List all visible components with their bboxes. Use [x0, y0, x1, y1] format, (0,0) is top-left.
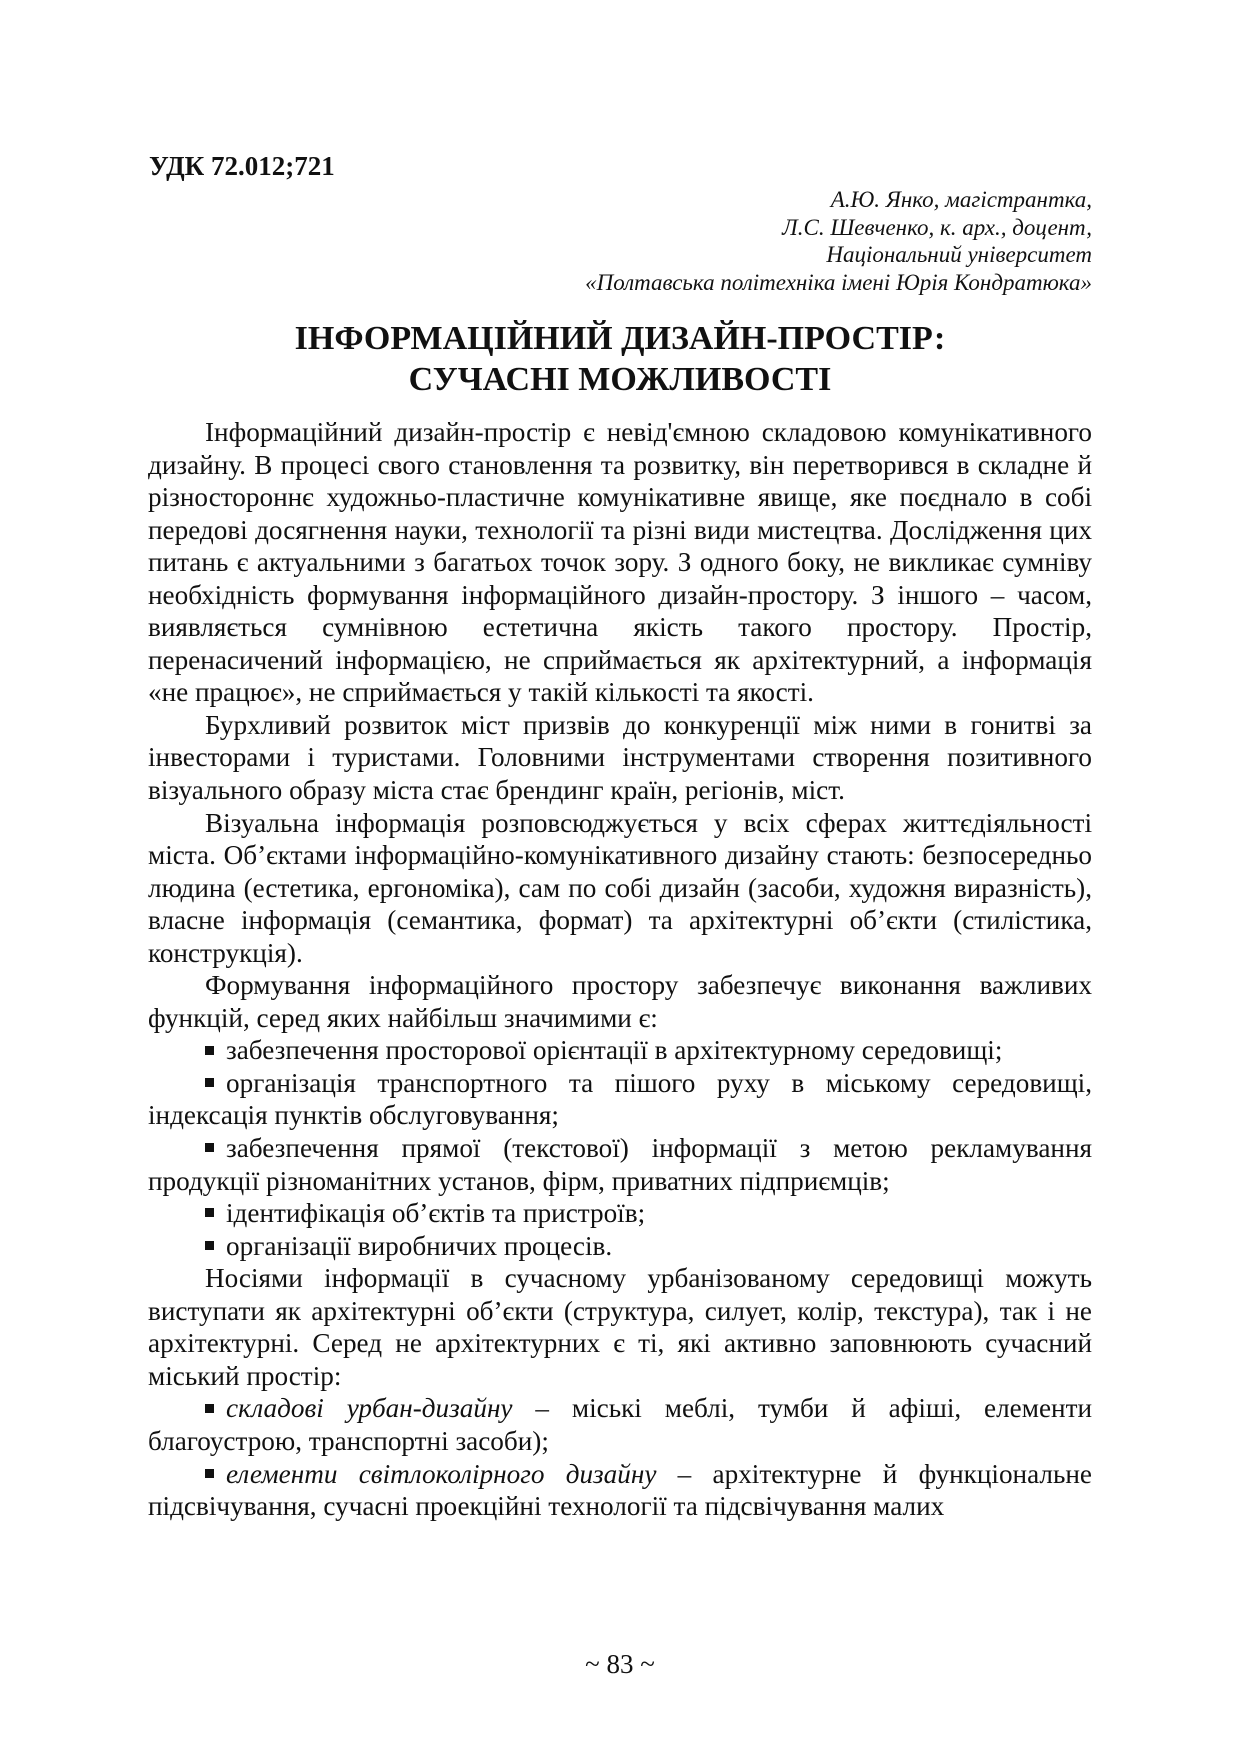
article-body — [148, 416, 1092, 1523]
page-number: ~ 83 ~ — [585, 1649, 655, 1679]
bullet-text: організації виробничих процесів. — [226, 1230, 613, 1261]
bullet-text: забезпечення прямої (текстової) інформації з метою рекламування продукції різноманітних установ, фірм, приватних підприємців; — [148, 1133, 1092, 1196]
paragraph-1: Інформаційний дизайн-простір є невід'ємною складовою комунікативного дизайну. В процесі свого становлення та розвитку, він перетворився в складне й різностороннє художньо-пластичне комунікативне явище, яке поєднало в собі передові досягнення науки, технології та різні види мистецтва. Дослідження цих питань є актуальними з багатьох точок зору. З одного боку, не викликає сумніву необхідність формування інформаційного дизайн-простору. З іншого – часом, виявляється сумнівною естетична якість такого простору. Простір, перенасичений інформацією, не сприймається як архітектурний, а інформація «не працює», не сприймається у такій кількості та якості. — [148, 417, 1092, 708]
bullet-square-icon — [205, 1208, 214, 1217]
bullet-square-icon — [205, 1469, 214, 1478]
bullet-square-icon — [205, 1046, 214, 1055]
bullet-item-3 — [148, 1132, 1092, 1197]
bullet-term: елементи світлоколірного дизайну — [226, 1458, 657, 1489]
bullet-item-1 — [148, 1034, 1092, 1067]
title-line-1: ІНФОРМАЦІЙНИЙ ДИЗАЙН-ПРОСТІР: — [294, 320, 946, 357]
author-block — [392, 186, 1092, 296]
bullet-text: ідентифікація об’єктів та пристроїв; — [226, 1198, 646, 1229]
bullet-item-2 — [148, 1067, 1092, 1132]
bullet-text: – архітектурне й функціональне підсвічування, сучасні проекційні технології та підсвічування малих — [148, 1458, 1092, 1522]
title-line-2: СУЧАСНІ МОЖЛИВОСТІ — [408, 361, 832, 398]
author-line-2: Л.С. Шевченко, к. арх., доцент, — [782, 214, 1092, 240]
affiliation-line-1: Національний університет — [826, 242, 1092, 267]
bullet-square-icon — [205, 1404, 214, 1413]
paragraph-3: Візуальна інформація розповсюджується у всіх сферах життєдіяльності міста. Об’єктами інформаційно-комунікативного дизайну стають: безпосередньо людина (естетика, ергономіка), сам по собі дизайн (засоби, художня виразність), власне інформація (семантика, формат) та архітектурні об’єкти (стилістика, конструкція). — [148, 807, 1092, 968]
article-title — [148, 318, 1092, 400]
bullet-text: – міські меблі, тумби й афіші, елементи благоустрою, транспортні засоби); — [148, 1393, 1093, 1456]
bullet-item-7 — [148, 1458, 1092, 1523]
paragraph-5: Носіями інформації в сучасному урбанізованому середовищі можуть виступати як архітектурні об’єкти (структура, силует, колір, текстура), так і не архітектурні. Серед не архітектурних є ті, які активно заповнюють сучасний міський простір: — [148, 1263, 1092, 1391]
affiliation-line-2: «Полтавська політехніка імені Юрія Кондратюка» — [585, 269, 1092, 295]
bullet-square-icon — [205, 1143, 214, 1152]
bullet-square-icon — [205, 1078, 214, 1087]
bullet-text: забезпечення просторової орієнтації в архітектурному середовищі; — [226, 1035, 1003, 1066]
bullet-item-6 — [148, 1392, 1092, 1457]
udk-code: УДК 72.012;721 — [149, 151, 335, 181]
bullet-item-4 — [148, 1197, 1092, 1230]
bullet-term: складові урбан-дизайну — [226, 1393, 513, 1424]
paragraph-2: Бурхливий розвиток міст призвів до конкуренції між ними в гонитві за інвесторами і туристами. Головними інструментами створення позитивного візуального образу міста стає брендинг країн, регіонів, міст. — [148, 709, 1092, 806]
bullet-item-5 — [148, 1230, 1092, 1263]
bullet-square-icon — [205, 1241, 214, 1250]
author-line-1: А.Ю. Янко, магістрантка, — [830, 187, 1092, 212]
bullet-text: організація транспортного та пішого руху в міському середовищі, індексація пунктів обслуговування; — [148, 1067, 1092, 1131]
paragraph-4: Формування інформаційного простору забезпечує виконання важливих функцій, серед яких найбільш значимими є: — [148, 970, 1092, 1033]
